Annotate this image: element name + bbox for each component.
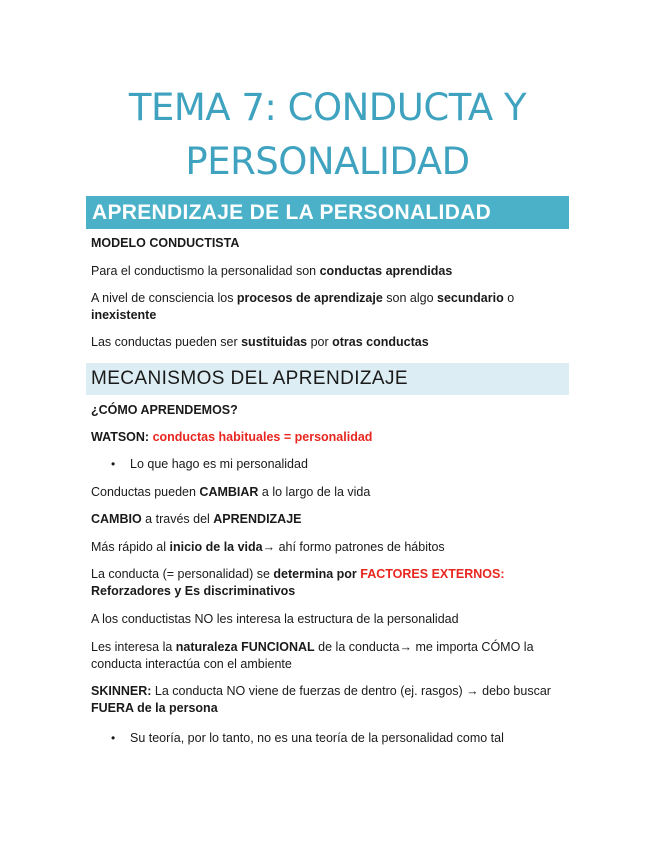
subheading-modelo-conductista: MODELO CONDUCTISTA [91, 236, 240, 250]
bold-text: inexistente [91, 308, 157, 322]
bullet-item: Su teoría, por lo tanto, no es una teoría de la personalidad como tal [130, 731, 504, 745]
bold-text: FUERA de la persona [91, 701, 218, 715]
bold-text: CAMBIO [91, 512, 142, 526]
document-title-line-1: TEMA 7: CONDUCTA Y [128, 86, 527, 129]
bold-text: conductas aprendidas [319, 264, 453, 278]
paragraph [91, 639, 561, 673]
text: → ahí formo patrones de hábitos [262, 540, 445, 554]
text: a través del [141, 512, 214, 526]
paragraph [91, 263, 561, 280]
red-text: conductas habituales = personalidad [149, 430, 373, 444]
text: La conducta (= personalidad) se [91, 567, 274, 581]
bold-text: procesos de aprendizaje [236, 291, 383, 305]
text: A nivel de consciencia los [91, 291, 237, 305]
red-text: FACTORES EXTERNOS: [360, 567, 505, 581]
watson-line [91, 429, 561, 446]
bold-text: CAMBIAR [199, 485, 259, 499]
text: Más rápido al [91, 540, 170, 554]
bold-text: sustituidas [241, 335, 308, 349]
document-title-line-2: PERSONALIDAD [185, 140, 470, 183]
paragraph [91, 566, 561, 600]
text: o [503, 291, 515, 305]
paragraph [91, 539, 561, 556]
text: La conducta NO viene de fuerzas de dentro (ej. rasgos) → debo buscar [151, 684, 551, 698]
bullet-item: Lo que hago es mi personalidad [130, 457, 308, 471]
bold-text: secundario [437, 291, 504, 305]
text: Para el conductismo la personalidad son [91, 264, 320, 278]
text: son algo [382, 291, 438, 305]
paragraph [91, 484, 561, 501]
paragraph [91, 511, 561, 528]
skinner-paragraph [91, 683, 561, 717]
bold-text: otras conductas [332, 335, 429, 349]
bullet-icon: • [111, 731, 116, 745]
bold-text: inicio de la vida [169, 540, 263, 554]
bold-text: APRENDIZAJE [213, 512, 302, 526]
question-heading: ¿CÓMO APRENDEMOS? [91, 403, 238, 417]
paragraph: A los conductistas NO les interesa la estructura de la personalidad [91, 612, 459, 626]
text: por [307, 335, 333, 349]
bold-text: Reforzadores y Es discriminativos [91, 584, 296, 598]
paragraph [91, 334, 561, 351]
section-heading-aprendizaje: APRENDIZAJE DE LA PERSONALIDAD [86, 196, 569, 229]
bullet-icon: • [111, 457, 116, 471]
bold-text: naturaleza FUNCIONAL [175, 640, 315, 654]
text: Les interesa la [91, 640, 176, 654]
text: Las conductas pueden ser [91, 335, 242, 349]
paragraph [91, 290, 561, 324]
section-heading-mecanismos: MECANISMOS DEL APRENDIZAJE [86, 363, 569, 395]
text: de la conducta→ me importa CÓMO la conducta interactúa con el ambiente [91, 640, 534, 671]
bold-label: WATSON: [91, 430, 150, 444]
text: a lo largo de la vida [258, 485, 371, 499]
bold-text: determina por [273, 567, 357, 581]
bold-label: SKINNER: [91, 684, 152, 698]
text: Conductas pueden [91, 485, 200, 499]
